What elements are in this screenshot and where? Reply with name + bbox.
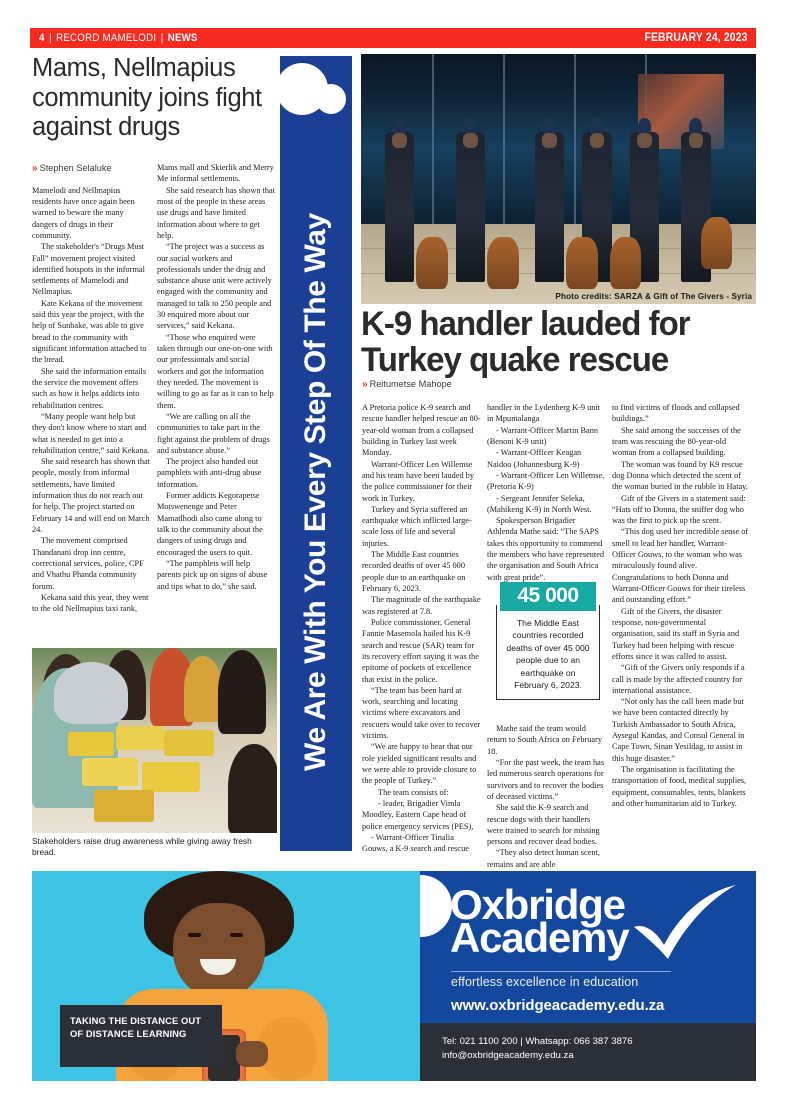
ad-brand-line-1: Oxbridge — [450, 881, 625, 928]
paragraph: “Not only has the call been made but we have been contacted directly by Turkish Ambassador to South Africa, Aysegul Kandas, and Consul General in Cape Town, Sinan Yesildag, to assist in this huge disaster.” — [612, 697, 745, 763]
paragraph: “We are happy to hear that our role yielded significant results and we were able to provide closure to the people of Turkey.” — [362, 742, 477, 786]
k9-story-column-3 — [612, 402, 749, 809]
photo-k9-dog — [487, 237, 519, 290]
photo-mullion — [574, 54, 576, 224]
photo-officer — [535, 132, 565, 282]
paragraph: Kate Kekana of the movement said this year the project, with the help of Sunbake, was able to give bread to the community with significant information attached to the bread. — [32, 298, 147, 365]
ad-person-eye — [188, 933, 201, 937]
list-item: - Warrant-Officer Keagan Naidoo (Johannesburg K-9) — [487, 448, 582, 469]
lead-headline: Mams, Nellmapius community joins fight against drugs — [32, 54, 262, 142]
ad-brand-panel — [420, 871, 756, 1023]
lead-story-column-1 — [32, 162, 151, 615]
ad-contact-phone[interactable]: Tel: 021 1100 200 | Whatsapp: 066 387 3876 — [442, 1036, 633, 1047]
bread-distribution-photo — [32, 648, 277, 833]
checkmark-icon — [630, 885, 740, 961]
photo-person — [228, 744, 277, 833]
paragraph: The magnitude of the earthquake was registered at 7.8. — [362, 595, 481, 616]
k9-byline-text: Reitumetse Mahope — [369, 379, 452, 389]
photo-bread-loaf — [116, 726, 164, 750]
section-name: NEWS — [167, 32, 198, 44]
paragraph: Turkey and Syria suffered an earthquake which inflicted large-scale loss of life and several injuries. — [362, 504, 472, 548]
page-number: 4 — [39, 32, 45, 44]
photo-k9-dog — [566, 237, 598, 290]
ad-person-hand-right — [236, 1041, 268, 1067]
photo-bread-loaf — [68, 732, 114, 756]
masthead-separator-1: | — [48, 32, 52, 44]
k9-headline-line-2: Turkey quake rescue — [361, 341, 669, 380]
lead-byline-text: Stephen Selaluke — [39, 163, 112, 173]
paragraph: “This dog used her incredible sense of smell to lead her handler, Warrant-Officer Gouws, to the woman who was miraculously found alive. Congratulations to both Donna and Warrant-Officer Gouws for their tireless and outstanding effort.” — [612, 527, 749, 605]
paragraph: Former addicts Kegorapetse Motswenenge and Peter Mamatlhodi also came along to talk to the community about the dangers of using drugs and encouraged the users to quit. — [157, 491, 263, 557]
paragraph: The Middle East countries recorded deaths of over 45 000 people due to an earthquake on February 6, 2023. — [362, 550, 466, 593]
photo-mullion — [503, 54, 505, 224]
paragraph: Mamelodi and Nellmapius residents have once again been warned to beware the many dangers of drugs in their community. — [32, 185, 135, 240]
photo-bread-loaf — [142, 762, 200, 792]
photo-mullion — [432, 54, 434, 224]
list-item: - Warrant-Officer Len Willemse, (Pretoria K-9) — [487, 470, 605, 492]
paragraph: The movement comprised Thandanani drop inn centre, correctional services, police, CPF and Vhathu Phanda community forum. — [32, 536, 144, 591]
paragraph: Spokesperson Brigadier Athlenda Mathe said: “The SAPS takes this opportunity to commend the members who have represented the organisation and South Africa with great pride”. — [487, 516, 605, 582]
lead-story-column-2 — [157, 162, 275, 592]
k9-team-photo — [361, 54, 756, 304]
lead-byline — [32, 162, 151, 176]
k9-headline-line-1: K-9 handler lauded for — [361, 305, 690, 343]
photo-k9-dog — [610, 237, 642, 290]
ad-slogan: effortless excellence in education — [451, 975, 639, 989]
paragraph: “The project was a success as our social workers and professionals under the drug and substance abuse unit were actively engaged with the community and managed to talk to 250 people and 30 enquired more about our services,” said Kekana. — [157, 242, 272, 331]
ad-contact-email[interactable]: info@oxbridgeacademy.edu.za — [442, 1050, 574, 1062]
photo-bread-loaf — [94, 790, 154, 822]
photo-k9-dog — [416, 237, 448, 290]
paragraph: “They also detect human scent, remains and are able — [487, 848, 600, 869]
paragraph: She said among the successes of the team was rescuing the 80-year-old woman from a collapsed building. — [612, 425, 741, 458]
factbox-text: The Middle East countries recorded deaths of over 45 000 people due to an earthquake on February 6, 2023. — [496, 605, 600, 700]
paragraph: The project also handed out pamphlets with anti-drug abuse information. — [157, 457, 262, 489]
paragraph: “For the past week, the team has led numerous search operations for survivors and to recover the bodies of deceased victims.” — [487, 757, 605, 801]
paragraph: Mams mall and Skierlik and Merry Me informal settlements. — [157, 163, 274, 184]
ad-person-eye — [230, 933, 243, 937]
paragraph: The woman was found by K9 rescue dog Donna which detected the scent of the woman buried in the rubble in Hatay. — [612, 459, 748, 492]
byline-arrows-icon: » — [362, 379, 366, 390]
list-item: - leader, Brigadier Vimla Moodley, Eastern Cape head of police emergency services (PES), — [362, 798, 474, 831]
list-item: - Sergeant Jennifer Seleka, (Mahikeng K-9) in North West. — [487, 493, 592, 514]
paragraph: “Those who enquired were taken through our one-on-one with our professionals and social workers and got the information they needed. The movement is willing to go as far as it can to help them. — [157, 332, 274, 410]
paragraph: Police commissioner, General Fannie Masemola hailed his K-9 search and rescue (SAR) team for its recovery effort saying it was the epitome of pockets of excellence that exist in the police. — [362, 617, 479, 684]
masthead-separator-2: | — [160, 32, 164, 44]
photo-person — [218, 650, 266, 734]
paragraph: Gift of the Givers, the disaster response, non-governmental organisation, said its staff in Syria and Turkey had been helping with rescue efforts since it was called to assist. — [612, 606, 740, 661]
paragraph: “Gift of the Givers only responds if a call is made by the affected country for international assistance. — [612, 663, 745, 695]
paragraph: to find victims of floods and collapsed buildings.” — [612, 403, 740, 424]
paragraph: She said research has shown that people, mostly from informal settlements, have limited information thus do not reach out for help. The project started on February 14 and will end on March 24. — [32, 457, 150, 535]
photo-officer — [385, 132, 415, 282]
statistic-factbox — [496, 582, 600, 700]
paragraph: She said the K-9 search and rescue dogs with their handlers were trained to search for missing persons and recover dead bodies. — [487, 803, 600, 847]
paragraph: handler in the Lydenberg K-9 unit in Mpumalanga — [487, 403, 600, 424]
paragraph: Kekana said this year, they went to the old Nellmapius taxi rank, — [32, 592, 149, 614]
byline-arrows-icon: » — [32, 163, 36, 174]
publication-name: RECORD MAMELODI — [56, 32, 157, 44]
photo-bread-loaf — [164, 730, 214, 756]
ad-brand-line-2: Academy — [450, 914, 629, 961]
paragraph: The stakeholder's “Drugs Must Fall” movement project visited identified hotspots in the informal settlements of Mamelodi and Nellmapius. — [32, 242, 145, 297]
paragraph: Warrant-Officer Len Willemse and his team have been lauded by the police commissioner for their work in Turkey. — [362, 459, 474, 503]
masthead-left — [39, 32, 198, 44]
k9-headline — [361, 306, 749, 379]
paragraph: She said research has shown that most of the people in these areas use drugs and have limited information about where to get help. — [157, 185, 275, 240]
photo-credit: Photo credits: SARZA & Gift of The Givers - Syria — [555, 292, 752, 301]
ad-website-url[interactable]: www.oxbridgeacademy.edu.za — [451, 997, 665, 1014]
photo-officer — [456, 132, 486, 282]
photo-person — [184, 656, 222, 722]
k9-story-column-1 — [362, 402, 481, 855]
masthead-date: FEBRUARY 24, 2023 — [644, 32, 748, 44]
k9-byline — [362, 379, 452, 390]
photo-k9-dog — [701, 217, 733, 270]
paragraph: The organisation is facilitating the transportation of food, medical supplies, equipment, consumables, tents, blankets and other humanitarian aid to Turkey. — [612, 765, 747, 808]
paragraph: A Pretoria police K-9 search and rescue handler helped rescue an 80-year-old woman from a collapsed building in Turkey last week Monday. — [362, 403, 481, 458]
photo-beanie-hat — [54, 662, 128, 724]
ad-divider — [451, 971, 671, 972]
bread-photo-caption: Stakeholders raise drug awareness while giving away fresh bread. — [32, 836, 252, 858]
ad-person-face — [173, 903, 265, 999]
factbox-number: 45 000 — [500, 582, 596, 611]
paragraph: Gift of the Givers in a statement said: “Hats off to Donna, the sniffer dog who was the first to pick up the scent. — [612, 493, 746, 526]
ad-tagline: TAKING THE DISTANCE OUT OF DISTANCE LEARNING — [60, 1005, 222, 1067]
advertisement[interactable] — [32, 871, 756, 1081]
list-item: - Warrant-Officer Martin Bann (Benoni K-9 unit) — [487, 425, 599, 446]
list-item: - Warrant-Officer Tinalia Gouws, a K-9 search and rescue — [362, 832, 469, 854]
ad-decorative-circle — [420, 875, 452, 937]
paragraph: The team consists of: — [378, 787, 449, 797]
vertical-promo-banner — [280, 56, 352, 851]
photo-bread-loaf — [82, 758, 138, 786]
paragraph: “Many people want help but they don't know where to start and what is needed to get into a rehabilitation centre,” said Kekana. — [32, 411, 150, 455]
paragraph: “The team has been hard at work, searching and locating victims where excavators and rescuers would take over to recover victims. — [362, 685, 481, 741]
paragraph: “The pamphlets will help parents pick up on signs of abuse and tips what to do,” she said. — [157, 558, 268, 591]
ad-contact-panel — [420, 1023, 756, 1081]
paragraph: “We are calling on all the communities to take part in the fight against the problem of drugs and substance abuse.” — [157, 411, 270, 455]
paragraph: She said the information entails the service the movement offers such as how it helps addicts into rehabilitation centres. — [32, 366, 147, 410]
masthead-bar — [30, 28, 756, 48]
paragraph: Mathe said the team would return to South Africa on February 18. — [487, 724, 602, 756]
vertical-banner-text: We Are With You Every Step Of The Way — [299, 213, 332, 771]
